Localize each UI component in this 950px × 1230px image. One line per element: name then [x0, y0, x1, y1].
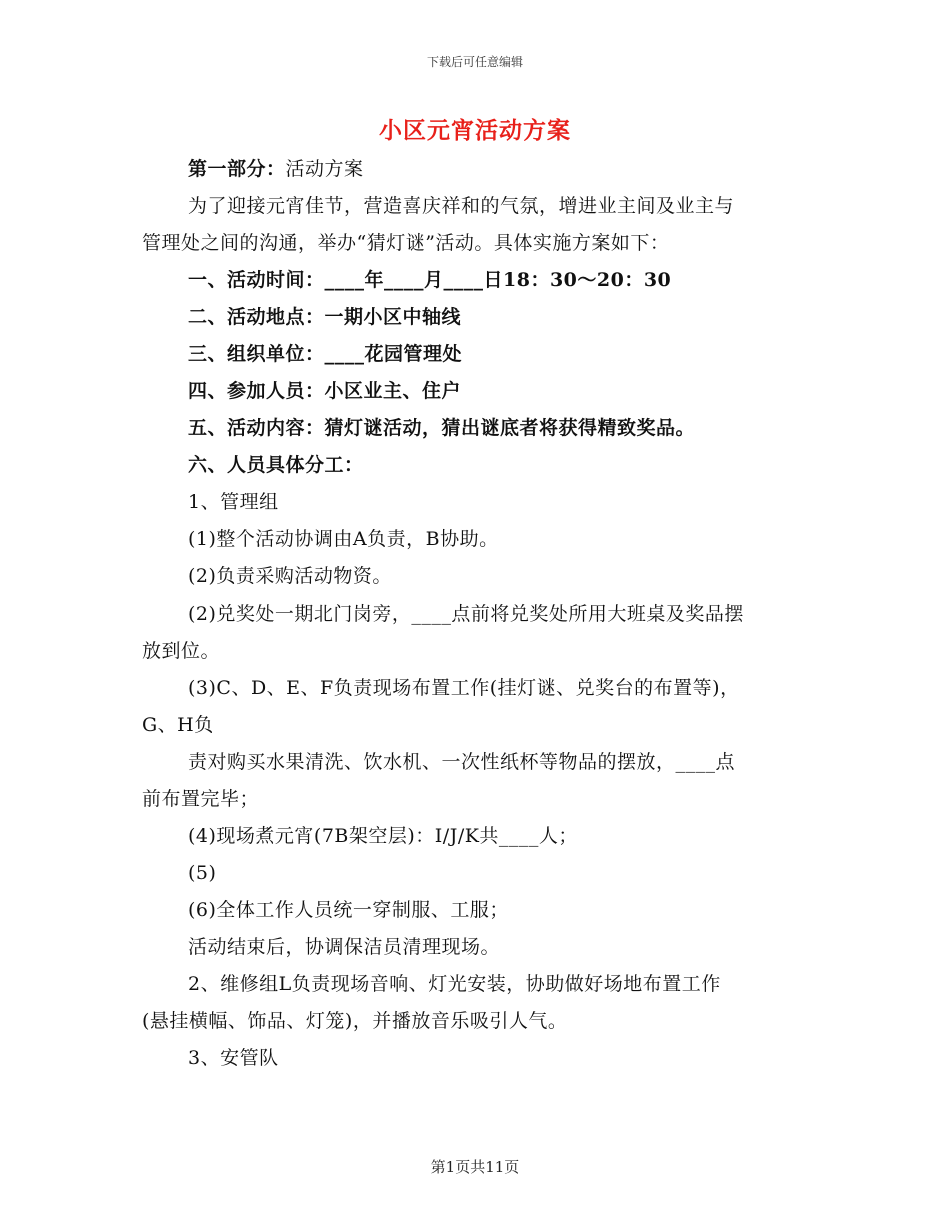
mgmt-point-5a: 责对购买水果清洗、饮水机、一次性纸杯等物品的摆放，____点	[188, 751, 736, 773]
mgmt-point-8: (6)全体工作人员统一穿制服、工服；	[188, 899, 509, 921]
mgmt-heading: 1、管理组	[188, 491, 279, 513]
mgmt-point-1: (1)整个活动协调由A负责，B协助。	[188, 528, 499, 550]
mgmt-point-4b: G、H负	[142, 714, 214, 736]
repair-line-2: (悬挂横幅、饰品、灯笼)，并播放音乐吸引人气。	[142, 1010, 568, 1032]
repair-line-1: 2、维修组L负责现场音响、灯光安装，协助做好场地布置工作	[188, 973, 721, 995]
document-title: 小区元宵活动方案	[379, 117, 571, 144]
part-one-line	[188, 156, 364, 182]
intro-line-2: 管理处之间的沟通，举办“猜灯谜”活动。具体实施方案如下：	[142, 232, 670, 254]
mgmt-point-6: (4)现场煮元宵(7B架空层)：I/J/K共____人；	[188, 825, 578, 847]
item-activity-place: 二、活动地点：一期小区中轴线	[188, 306, 462, 328]
mgmt-point-2: (2)负责采购活动物资。	[188, 565, 392, 587]
part-one-label: 第一部分：	[188, 158, 286, 180]
mgmt-point-3a: (2)兑奖处一期北门岗旁，____点前将兑奖处所用大班桌及奖品摆	[188, 603, 744, 625]
item-activity-content: 五、活动内容：猜灯谜活动，猜出谜底者将获得精致奖品。	[188, 417, 696, 439]
mgmt-point-3b: 放到位。	[142, 640, 221, 662]
page-header: 下载后可任意编辑	[426, 55, 523, 69]
item-participants: 四、参加人员：小区业主、住户	[188, 380, 462, 402]
mgmt-point-7: (5)	[188, 862, 217, 884]
part-one-text: 活动方案	[285, 158, 364, 180]
item-staff-division: 六、人员具体分工：	[188, 454, 364, 476]
item-activity-time: 一、活动时间：____年____月____日18：30～20：30	[188, 269, 672, 291]
page-footer: 第1页共11页	[430, 1158, 520, 1176]
security-heading: 3、安管队	[188, 1047, 279, 1069]
mgmt-point-4a: (3)C、D、E、F负责现场布置工作(挂灯谜、兑奖台的布置等)，	[188, 677, 740, 699]
intro-line-1: 为了迎接元宵佳节，营造喜庆祥和的气氛，增进业主间及业主与	[188, 195, 735, 217]
item-organizer: 三、组织单位：____花园管理处	[188, 343, 463, 365]
mgmt-point-5b: 前布置完毕；	[142, 788, 260, 810]
mgmt-point-9: 活动结束后，协调保洁员清理现场。	[188, 936, 501, 958]
